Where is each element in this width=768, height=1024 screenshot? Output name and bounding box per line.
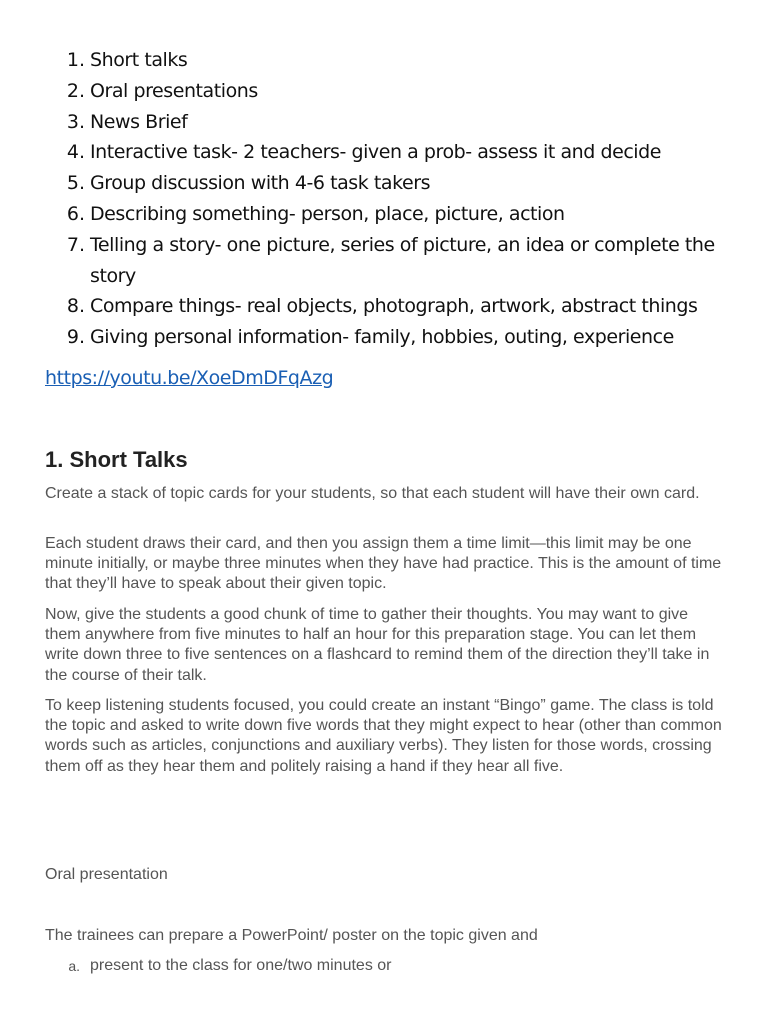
section-heading-short-talks: 1. Short Talks xyxy=(45,447,188,472)
list-item xyxy=(45,168,725,199)
list-number: 6. xyxy=(66,202,85,225)
list-item-text: Interactive task- 2 teachers- given a prob- assess it and decide xyxy=(90,141,661,164)
paragraph: To keep listening students focused, you could create an instant “Bingo” game. The class is told the topic and asked to write down five words that they might expect to hear (other than common words such as articles, conjunctions and auxiliary verbs). They listen for those words, crossing them off as they hear them and politely raising a hand if they hear all five. xyxy=(45,697,722,775)
list-letter: a. xyxy=(68,958,80,974)
list-item-text: Telling a story- one picture, series of picture, an idea or complete the story xyxy=(90,233,715,287)
paragraph: Each student draws their card, and then you assign them a time limit—this limit may be one minute initially, or maybe three minutes when they have had practice. This is the amount of time that they’ll have to speak about their given topic. xyxy=(45,535,722,593)
list-number: 4. xyxy=(66,141,85,164)
list-item xyxy=(45,291,725,322)
list-item xyxy=(45,76,725,107)
list-number: 9. xyxy=(66,326,85,349)
list-item xyxy=(45,137,725,168)
list-item xyxy=(45,199,725,230)
list-number: 7. xyxy=(66,233,85,256)
list-number: 5. xyxy=(66,172,85,195)
list-item-text: Group discussion with 4-6 task takers xyxy=(90,172,431,195)
list-item xyxy=(45,322,725,353)
list-item-text: present to the class for one/two minutes or xyxy=(90,957,392,974)
list-number: 2. xyxy=(66,79,85,102)
list-item-text: Oral presentations xyxy=(90,79,258,102)
paragraph: Create a stack of topic cards for your students, so that each student will have their own card. xyxy=(45,485,700,502)
oral-presentation-heading: Oral presentation xyxy=(45,866,168,883)
list-item-text: News Brief xyxy=(90,110,188,133)
list-item xyxy=(45,107,725,138)
paragraph: Now, give the students a good chunk of time to gather their thoughts. You may want to give them anywhere from five minutes to half an hour for this preparation stage. You can let them write down three to five sentences on a flashcard to remind them of the direction they’ll take in the course of their talk. xyxy=(45,606,710,684)
youtube-link[interactable]: https://youtu.be/XoeDmDFqAzg xyxy=(45,367,334,389)
list-number: 8. xyxy=(66,295,85,318)
list-item-text: Giving personal information- family, hobbies, outing, experience xyxy=(90,326,674,349)
list-item-text: Compare things- real objects, photograph, artwork, abstract things xyxy=(90,295,698,318)
list-number: 3. xyxy=(66,110,85,133)
list-number: 1. xyxy=(66,49,85,71)
oral-presentation-intro: The trainees can prepare a PowerPoint/ poster on the topic given and xyxy=(45,927,538,944)
list-item-text: Short talks xyxy=(90,49,188,71)
list-item xyxy=(45,230,725,292)
list-item xyxy=(45,45,725,76)
list-item-text: Describing something- person, place, picture, action xyxy=(90,202,565,225)
numbered-list xyxy=(45,45,725,353)
